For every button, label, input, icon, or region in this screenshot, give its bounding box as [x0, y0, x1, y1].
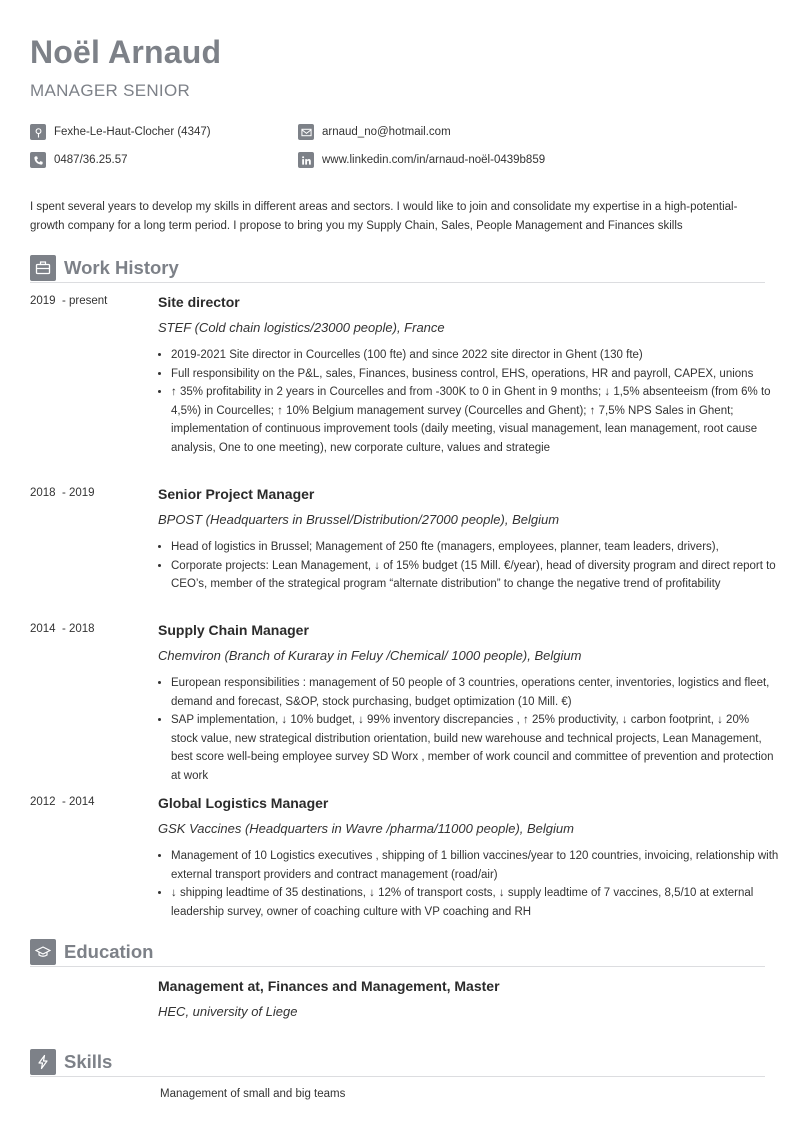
phone-icon: [30, 152, 46, 168]
skills-heading: [30, 1048, 765, 1077]
job-dates: 2012 - 2014: [30, 796, 95, 808]
email-link[interactable]: arnaud_no@hotmail.com: [322, 126, 451, 138]
job-company: STEF (Cold chain logistics/23000 people), France: [158, 320, 445, 335]
linkedin-link[interactable]: www.linkedin.com/in/arnaud-noël-0439b859: [322, 154, 546, 166]
job-bullet: • Full responsibility on the P&L, sales, Finances, business control, EHS, operations, HR and payroll, CAPEX, unions: [171, 365, 779, 384]
education-school: HEC, university of Liege: [158, 1004, 298, 1019]
job-company: GSK Vaccines (Headquarters in Wavre /pharma/11000 people), Belgium: [158, 821, 574, 836]
envelope-icon: [298, 124, 314, 140]
profile-summary: I spent several years to develop my skills in different areas and sectors. I would like to join and consolidate my expertise in a high-potential-growth company for a long term period. I propose to bring you my Supply Chain, Sales, People Management and Finances skills: [30, 201, 738, 232]
skill-item: Management of small and big teams: [160, 1088, 346, 1100]
lightning-icon: [30, 1049, 56, 1075]
map-pin-icon: [30, 124, 46, 140]
skills-title: Skills: [64, 1051, 113, 1072]
job-dates: 2014 - 2018: [30, 623, 95, 635]
job-bullet: • ↑ 35% profitability in 2 years in Courcelles and from -300K to 0 in Ghent in 9 months; ↓ 1,5% absenteeism (from 6% to 4,5%) in Courcelles; ↑ 10% Belgium management survey (Courcelles and Ghent); ↑ 7,5% NPS Sales in Ghent; implementation of continuous improvement tools (daily meeting, visual management, lean management, root cause analysis, One to one meeting), new corporate culture, values and strategie: [171, 383, 779, 457]
job-bullet: • European responsibilities : management of 50 people of 3 countries, operations center, inventories, logistics and fleet, demand and forecast, S&OP, stock purchasing, budget optimization (10 Mill. €): [171, 674, 779, 711]
phone-text: 0487/36.25.57: [54, 154, 128, 166]
job-bullet: • Management of 10 Logistics executives , shipping of 1 billion vaccines/year to 120 countries, invoicing, relationship with external transport providers and contract management (road/air): [171, 847, 779, 884]
job-bullet: • Head of logistics in Brussel; Management of 250 fte (managers, employees, planner, team leaders, drivers),: [171, 538, 779, 557]
education-title: Education: [64, 941, 154, 962]
contact-phone: [30, 152, 128, 168]
job-bullets: [158, 538, 779, 594]
job-company: Chemviron (Branch of Kuraray in Feluy /Chemical/ 1000 people), Belgium: [158, 648, 582, 663]
location-text: Fexhe-Le-Haut-Clocher (4347): [54, 126, 211, 138]
job-title: Global Logistics Manager: [158, 795, 329, 811]
job-dates: 2019 - present: [30, 295, 108, 307]
candidate-name: Noël Arnaud: [30, 34, 222, 70]
job-title: Site director: [158, 294, 240, 310]
job-bullet: • 2019-2021 Site director in Courcelles (100 fte) and since 2022 site director in Ghent (130 fte): [171, 346, 779, 365]
education-heading: [30, 938, 765, 967]
job-dates: 2018 - 2019: [30, 487, 95, 499]
job-bullets: [158, 847, 779, 921]
job-bullets: [158, 674, 779, 785]
job-company: BPOST (Headquarters in Brussel/Distribution/27000 people), Belgium: [158, 512, 560, 527]
candidate-role: MANAGER SENIOR: [30, 81, 191, 100]
work-history-heading: [30, 254, 765, 283]
contact-linkedin: [298, 152, 545, 168]
job-title: Senior Project Manager: [158, 486, 315, 502]
job-bullet: • ↓ shipping leadtime of 35 destinations, ↓ 12% of transport costs, ↓ supply leadtime of 7 vaccines, 8,5/10 at external leadership survey, owner of coaching culture with VP coaching and RH: [171, 884, 779, 921]
education-degree: Management at, Finances and Management, Master: [158, 978, 500, 994]
graduation-cap-icon: [30, 939, 56, 965]
work-history-title: Work History: [64, 257, 179, 278]
job-bullet: • SAP implementation, ↓ 10% budget, ↓ 99% inventory discrepancies , ↑ 25% productivity, ↓ carbon footprint, ↓ 20% stock value, new strategical distribution orientation, build new warehouse and technical projects, Lean Management, best score well-being employee survey SD Worx , member of work council and committee of prevention and protection at work: [171, 711, 779, 785]
job-bullets: [158, 346, 779, 457]
briefcase-icon: [30, 255, 56, 281]
linkedin-icon: [298, 152, 314, 168]
job-bullet: • Corporate projects: Lean Management, ↓ of 15% budget (15 Mill. €/year), head of diversity program and direct report to CEO’s, member of the strategical program “alternate distribution” to change the negative trend of profitability: [171, 557, 779, 594]
contact-email: [298, 124, 451, 140]
job-title: Supply Chain Manager: [158, 622, 309, 638]
contact-location: [30, 124, 211, 140]
